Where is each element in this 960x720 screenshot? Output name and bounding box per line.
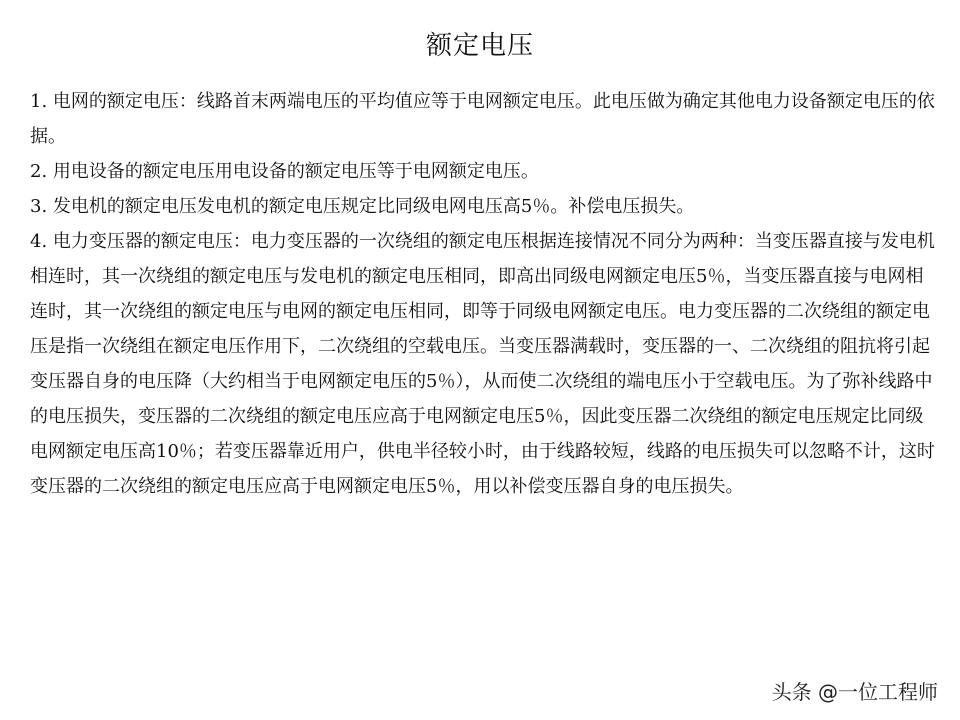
watermark-text: 头条 @一位工程师 <box>771 679 938 704</box>
paragraph-2: 2. 用电设备的额定电压用电设备的额定电压等于电网额定电压。 <box>30 161 539 182</box>
toutiao-watermark <box>772 670 938 710</box>
document-body <box>30 84 935 504</box>
paragraph-4: 4. 电力变压器的额定电压：电力变压器的一次绕组的额定电压根据连接情况不同分为两种：当变压器直接与发电机相连时，其一次绕组的额定电压与发电机的额定电压相同，即高出同级电网额定电压5％，当变压器直接与电网相连时，其一次绕组的额定电压与电网的额定电压相同，即等于同级电网额定电压。电力变压器的二次绕组的额定电压是指一次绕组在额定电压作用下，二次绕组的空载电压。当变压器满载时，变压器的一、二次绕组的阻抗将引起变压器自身的电压降（大约相当于电网额定电压的5％），从而使二次绕组的端电压小于空载电压。为了弥补线路中的电压损失，变压器的二次绕组的额定电压应高于电网额定电压5％，因此变压器二次绕组的额定电压规定比同级电网额定电压高10％；若变压器靠近用户，供电半径较小时，由于线路较短，线路的电压损失可以忽略不计，这时变压器的二次绕组的额定电压应高于电网额定电压5％，用以补偿变压器自身的电压损失。 <box>30 231 935 497</box>
paragraph-3: 3. 发电机的额定电压发电机的额定电压规定比同级电网电压高5％。补偿电压损失。 <box>30 196 695 217</box>
page-title: 额定电压 <box>425 31 534 61</box>
paragraph-1: 1. 电网的额定电压：线路首末两端电压的平均值应等于电网额定电压。此电压做为确定其他电力设备额定电压的依据。 <box>30 91 935 147</box>
